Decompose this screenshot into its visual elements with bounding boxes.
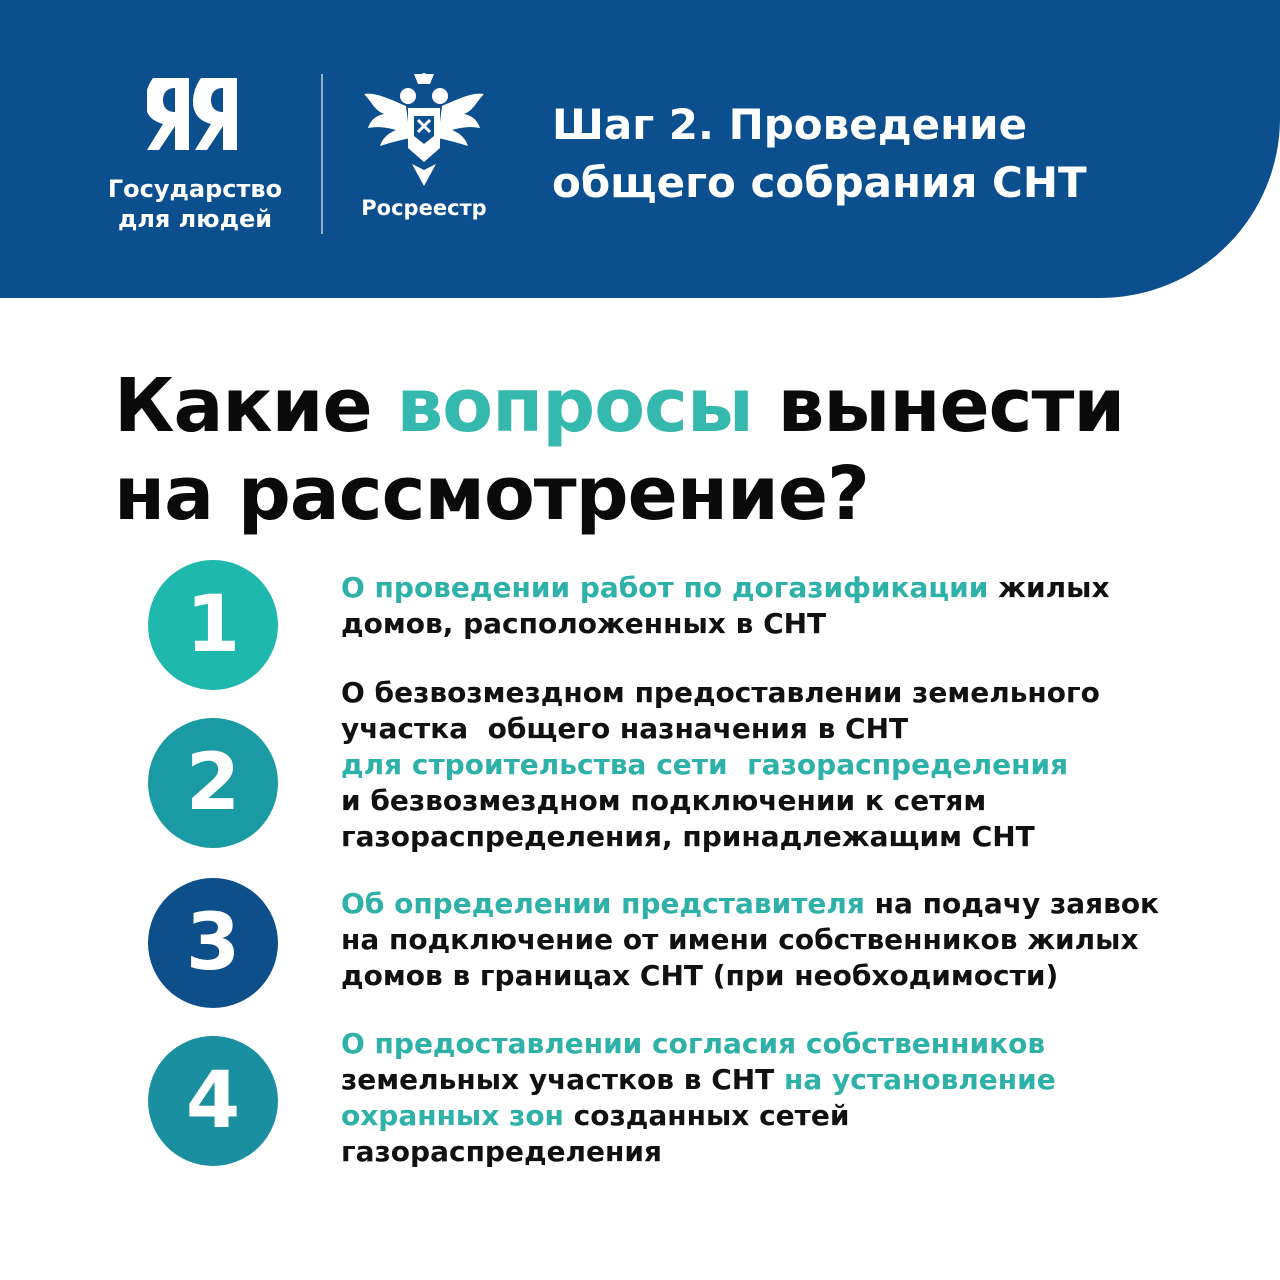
gosudarstvo-caption [95,174,295,234]
item-line: О безвозмездном предоставлении земельного [341,676,1100,709]
caption-line-2: для людей [117,205,273,233]
item-line: и безвозмездном подключении к сетям [341,784,987,817]
item-line: домов, расположенных в СНТ [341,607,827,640]
number-circle-3 [148,878,278,1008]
item-line: на подключение от имени собственников жилых [341,923,1139,956]
item-text-part: жилых [988,571,1110,604]
number-circle-2 [148,718,278,848]
rosreestr-caption: Росреестр [361,196,487,220]
item-line: газораспределения [341,1135,662,1168]
number-label: 1 [185,580,241,670]
item-highlight: охранных зон [341,1099,564,1132]
header-banner [0,0,1280,298]
number-circle-4 [148,1036,278,1166]
step-title-line-2: общего собрания СНТ [552,158,1087,207]
item-text-part: созданных сетей [563,1099,850,1132]
item-line: домов в границах СНТ (при необходимости) [341,959,1059,992]
gosudarstvo-logo [95,74,295,234]
item-line: участка общего назначения в СНТ [341,712,909,745]
caption-line-1: Государство [107,175,283,203]
item-highlight: Об определении представителя [341,887,865,920]
item-highlight: О проведении работ по догазификации [341,571,989,604]
item-text-3 [341,886,1201,994]
item-highlight: на установление [784,1063,1056,1096]
item-text-2 [341,675,1201,855]
item-text-part: земельных участков в СНТ [341,1063,785,1096]
number-label: 2 [185,738,241,828]
number-label: 4 [185,1056,241,1146]
item-highlight: О предоставлении согласия собственников [341,1027,1046,1060]
number-label: 3 [185,898,241,988]
ya-ya-logo-icon [147,74,243,154]
headline-text: вынести [752,363,1125,449]
logo-divider [321,74,323,234]
number-circle-1 [148,560,278,690]
item-line: газораспределения, принадлежащим СНТ [341,820,1035,853]
headline-line-2: на рассмотрение? [114,451,869,537]
item-text-1 [341,570,1201,642]
item-text-part: на подачу заявок [864,887,1160,920]
headline-text: Какие [114,363,397,449]
step-title-line-1: Шаг 2. Проведение [552,100,1028,149]
headline-accent-word: вопросы [396,363,753,449]
step-title [552,96,1192,212]
page-headline [114,362,1214,538]
headline-line-1 [114,362,1214,450]
item-highlight: для строительства сети газораспределения [341,748,1069,781]
item-text-4 [341,1026,1201,1170]
double-headed-eagle-icon [362,72,486,190]
rosreestr-logo [348,72,500,220]
